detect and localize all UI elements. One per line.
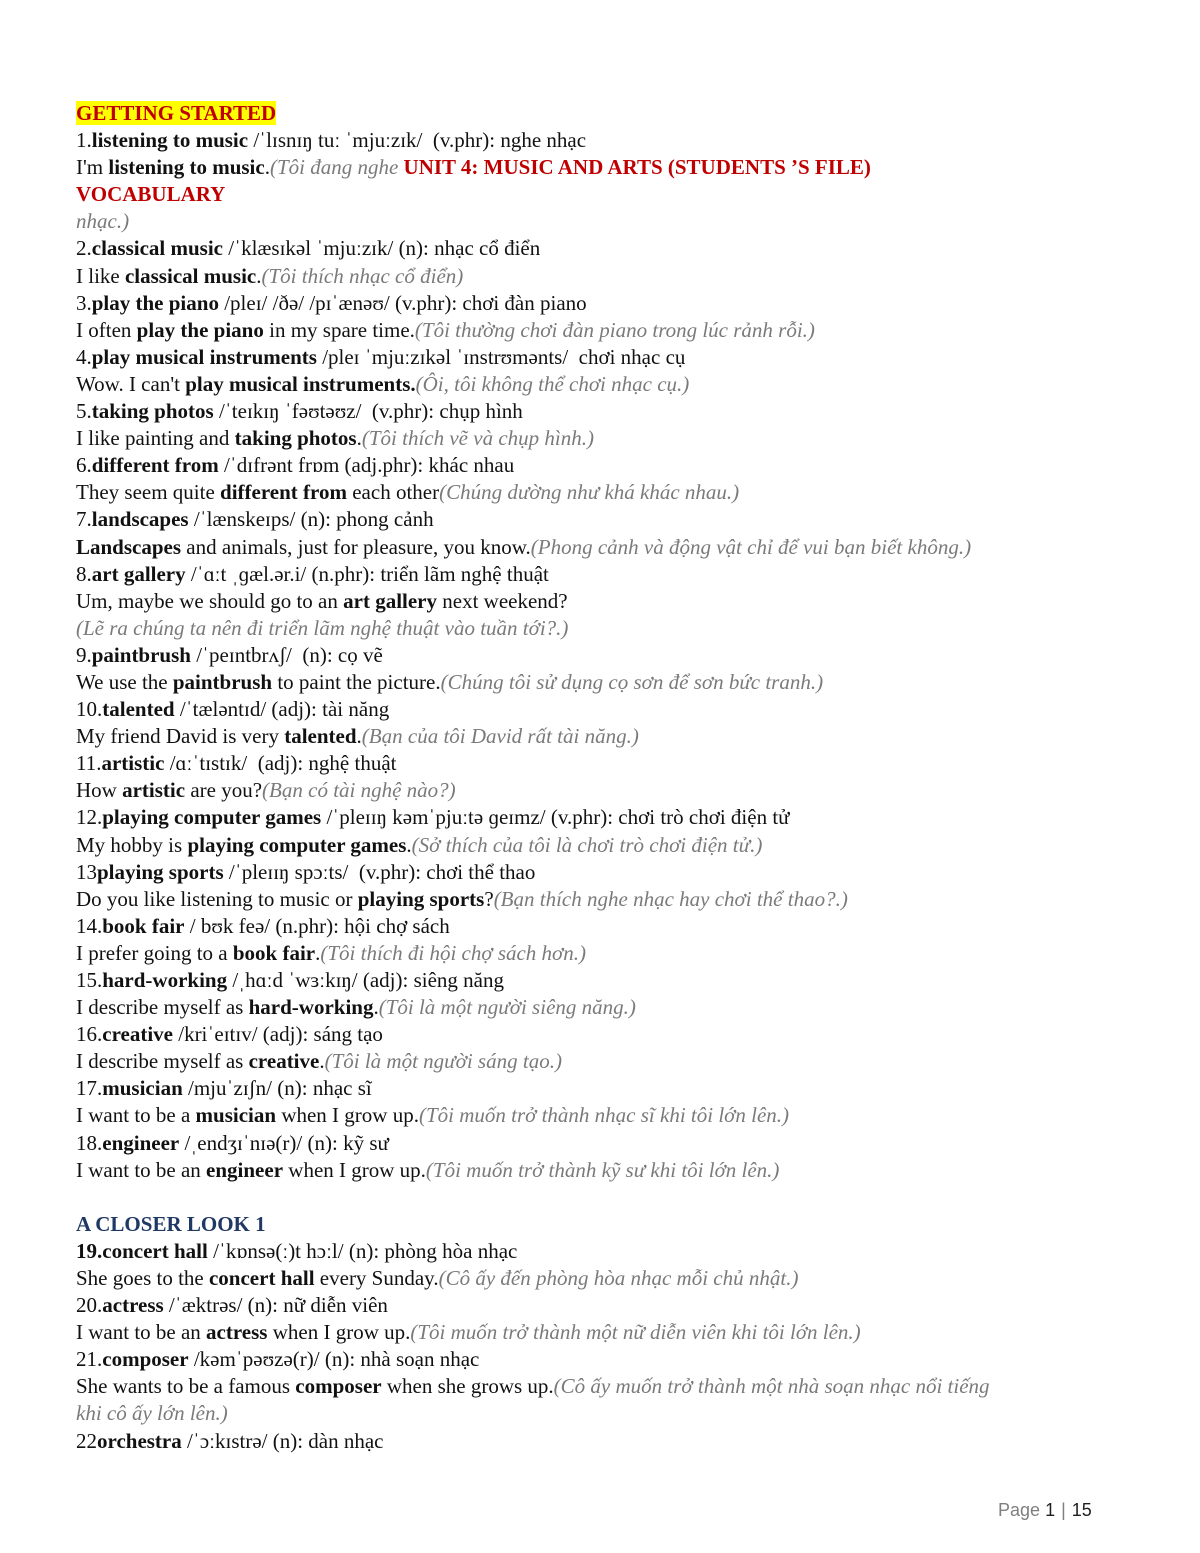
translation-text: (Tôi đang nghe	[269, 155, 404, 180]
translation-text: (Tôi thích vẽ và chụp hình.)	[361, 426, 594, 451]
closer-line	[76, 1428, 1136, 1455]
vocab-line	[76, 561, 1136, 588]
vocab-line	[76, 317, 1136, 344]
translation-text: (Bạn thích nghe nhạc hay chơi thể thao?.)	[493, 886, 848, 911]
vocab-term: play musical instruments	[91, 344, 317, 369]
vocab-term: composer	[295, 1374, 382, 1399]
vocab-line	[76, 913, 1136, 940]
document-page	[76, 100, 1136, 1455]
vocab-line	[76, 534, 1136, 561]
body-text: /ɑːˈtɪstɪk/ (adj): nghệ thuật	[164, 751, 397, 776]
vocab-line	[76, 750, 1136, 777]
vocab-term: listening to music	[108, 155, 265, 180]
vocab-term: different from	[91, 453, 219, 478]
vocab-line	[76, 208, 1136, 235]
vocab-line	[76, 967, 1136, 994]
vocab-term: talented	[102, 697, 175, 722]
body-text: 5.	[76, 399, 92, 424]
body-text: 8.	[76, 561, 92, 586]
body-text: I describe myself as	[76, 1049, 249, 1074]
vocab-line	[76, 723, 1136, 750]
body-text: 20.	[76, 1293, 103, 1318]
vocab-term: actress	[102, 1293, 164, 1318]
vocab-term: play the piano	[91, 290, 219, 315]
vocab-line	[76, 263, 1136, 290]
body-text: /ˈteɪkɪŋ ˈfəʊtəʊz/ (v.phr): chụp hình	[213, 399, 523, 424]
body-text: every Sunday.	[314, 1265, 439, 1290]
vocab-term: playing sports	[97, 859, 224, 884]
body-text: 6.	[76, 453, 92, 478]
page-total: 15	[1071, 1500, 1092, 1520]
vocab-line	[76, 1130, 1136, 1157]
body-text: in my spare time.	[263, 317, 415, 342]
vocab-line	[76, 615, 1136, 642]
vocab-line	[76, 1048, 1136, 1075]
vocab-line	[76, 425, 1136, 452]
body-text: .	[406, 832, 412, 857]
vocab-term: paintbrush	[91, 642, 191, 667]
vocab-term: different from	[220, 480, 347, 505]
translation-text: (Tôi muốn trở thành một nữ diễn viên khi tôi lớn lên.)	[410, 1320, 861, 1345]
vocab-term: creative	[102, 1022, 173, 1047]
vocab-line	[76, 1021, 1136, 1048]
body-text: /ˈpleɪɪŋ spɔːts/ (v.phr): chơi thể thao	[223, 859, 536, 884]
translation-text: (Chúng dường như khá khác nhau.)	[439, 480, 740, 505]
vocab-term: hard-working	[248, 995, 374, 1020]
body-text: I want to be an	[76, 1157, 207, 1182]
vocab-term: engineer	[102, 1130, 180, 1155]
body-text: 10.	[76, 697, 103, 722]
body-text: She wants to be a famous	[76, 1374, 296, 1399]
vocab-term: taking photos	[234, 426, 357, 451]
body-text: /mjuˈzɪʃn/ (n): nhạc sĩ	[182, 1076, 372, 1101]
translation-text: (Tôi thích đi hội chợ sách hơn.)	[320, 940, 587, 965]
vocab-line	[76, 479, 1136, 506]
body-text: 16.	[76, 1022, 103, 1047]
translation-text: (Bạn của tôi David rất tài năng.)	[361, 724, 639, 749]
body-text: She goes to the	[76, 1265, 209, 1290]
body-text: 13	[76, 859, 97, 884]
vocab-term: play the piano	[136, 317, 264, 342]
vocab-term: composer	[102, 1347, 189, 1372]
body-text: I want to be an	[76, 1320, 207, 1345]
body-text: 17.	[76, 1076, 103, 1101]
section-heading-getting-started: GETTING STARTED	[76, 101, 277, 125]
body-text: .	[256, 263, 262, 288]
body-text: I like painting and	[76, 426, 235, 451]
body-text: /ˈdɪfrənt frɒm (adj.phr): khác nhau	[218, 453, 515, 478]
vocab-line	[76, 1075, 1136, 1102]
vocab-line	[76, 344, 1136, 371]
body-text: .	[319, 1049, 325, 1074]
body-text: when I grow up.	[283, 1157, 426, 1182]
body-text: 1.	[76, 128, 92, 153]
body-text: /ˈpeɪntbrʌʃ/ (n): cọ vẽ	[190, 642, 383, 667]
vocab-line	[76, 371, 1136, 398]
vocab-term: musician	[195, 1103, 277, 1128]
translation-text: (Tôi là một người sáng tạo.)	[324, 1049, 562, 1074]
body-text: I often	[76, 317, 137, 342]
vocab-term: playing computer games	[187, 832, 407, 857]
translation-text: (Cô ấy muốn trở thành một nhà soạn nhạc nổi tiếng	[553, 1374, 990, 1399]
vocab-term: Landscapes	[76, 534, 182, 559]
vocab-term: classical music	[91, 236, 223, 261]
vocab-term: musician	[102, 1076, 183, 1101]
vocab-line	[76, 642, 1136, 669]
vocab-term: 19.concert hall	[76, 1238, 208, 1263]
vocabulary-heading	[76, 181, 1136, 208]
vocab-line	[76, 127, 1136, 154]
closer-line	[76, 1238, 1136, 1265]
vocab-line	[76, 777, 1136, 804]
vocab-line	[76, 398, 1136, 425]
vocab-line	[76, 832, 1136, 859]
body-text: 15.	[76, 968, 103, 992]
body-text: They seem quite	[76, 480, 221, 505]
vocab-term: creative	[248, 1049, 320, 1074]
body-text: when she grows up.	[381, 1374, 554, 1399]
body-text: 9.	[76, 642, 92, 667]
body-text: /ˈklæsɪkəl ˈmjuːzɪk/ (n): nhạc cổ điển	[223, 236, 541, 261]
body-text: We use the	[76, 669, 173, 694]
body-text: 3.	[76, 290, 92, 315]
body-text: ?	[484, 886, 494, 911]
translation-text: (Cô ấy đến phòng hòa nhạc mỗi chủ nhật.)	[438, 1265, 799, 1290]
body-text: 2.	[76, 236, 92, 261]
vocab-term: landscapes	[91, 507, 189, 532]
translation-text: (Tôi muốn trở thành kỹ sư khi tôi lớn lên.)	[425, 1157, 780, 1182]
vocab-term: talented	[284, 724, 357, 749]
vocab-term: art gallery	[343, 588, 437, 613]
closer-line	[76, 1346, 1136, 1373]
page-word: Page	[998, 1500, 1041, 1520]
vocab-line	[76, 1157, 1136, 1184]
vocab-line	[76, 235, 1136, 262]
translation-text: (Tôi thường chơi đàn piano trong lúc rảnh rỗi.)	[414, 317, 815, 342]
translation-text: (Bạn có tài nghệ nào?)	[262, 778, 456, 803]
body-text: I'm	[76, 155, 109, 180]
vocab-term: actress	[206, 1320, 268, 1345]
body-text: I describe myself as	[76, 995, 249, 1020]
vocab-term: book fair	[232, 940, 316, 965]
body-text: /ˈɑːt ˌɡæl.ər.i/ (n.phr): triển lãm nghệ thuật	[185, 561, 549, 586]
vocab-line	[76, 804, 1136, 831]
vocab-line	[76, 940, 1136, 967]
translation-text: nhạc.)	[76, 209, 130, 234]
translation-text: (Tôi thích nhạc cổ điển)	[261, 263, 464, 288]
vocab-term: artistic	[122, 778, 186, 803]
body-text: My friend David is very	[76, 724, 285, 749]
unit-title: UNIT 4: MUSIC AND ARTS (STUDENTS ’S FILE)	[403, 155, 871, 180]
body-text: /ˈæktrəs/ (n): nữ diễn viên	[163, 1293, 388, 1318]
vocab-term: hard-working	[102, 968, 228, 992]
vocab-term: concert hall	[208, 1265, 315, 1290]
vocab-line	[76, 1102, 1136, 1129]
translation-text: khi cô ấy lớn lên.)	[76, 1401, 228, 1426]
page-separator: |	[1061, 1500, 1066, 1520]
body-text: /ˈpleɪɪŋ kəmˈpjuːtə ɡeɪmz/ (v.phr): chơi trò chơi điện tử	[321, 805, 790, 830]
spacer	[76, 1184, 1136, 1211]
body-text: 7.	[76, 507, 92, 532]
section-heading-closer-look: A CLOSER LOOK 1	[76, 1211, 266, 1236]
body-text: 11.	[76, 751, 102, 776]
body-text: .	[356, 724, 362, 749]
body-text: /ˈɔːkɪstrə/ (n): dàn nhạc	[181, 1428, 384, 1453]
translation-text: (Ôi, tôi không thể chơi nhạc cụ.)	[415, 371, 690, 396]
translation-text: (Phong cảnh và động vật chỉ để vui bạn biết không.)	[530, 534, 972, 559]
body-text: /ˈlɪsnɪŋ tuː ˈmjuːzɪk/ (v.phr): nghe nhạc	[248, 128, 587, 153]
closer-line	[76, 1319, 1136, 1346]
body-text: 21.	[76, 1347, 103, 1372]
translation-text: (Tôi muốn trở thành nhạc sĩ khi tôi lớn lên.)	[418, 1103, 790, 1128]
vocab-line	[76, 452, 1136, 479]
vocabulary-label: VOCABULARY	[76, 182, 226, 207]
vocabulary-list-1	[76, 127, 1136, 1184]
body-text: /ˈlænskeɪps/ (n): phong cảnh	[188, 507, 434, 532]
body-text: 18.	[76, 1130, 103, 1155]
body-text: 12.	[76, 805, 103, 830]
body-text: 14.	[76, 913, 103, 938]
body-text: I like	[76, 263, 125, 288]
body-text: /ˈtæləntɪd/ (adj): tài năng	[174, 697, 390, 722]
translation-text: (Sở thích của tôi là chơi trò chơi điện tử.)	[411, 832, 763, 857]
body-text: .	[264, 155, 270, 180]
vocab-term: classical music	[124, 263, 257, 288]
page-footer	[998, 1500, 1092, 1521]
body-text: and animals, just for pleasure, you know.	[181, 534, 531, 559]
body-text: .	[373, 995, 379, 1020]
vocab-line	[76, 154, 1136, 181]
translation-text: (Chúng tôi sử dụng cọ sơn để sơn bức tranh.)	[440, 669, 824, 694]
vocab-line	[76, 506, 1136, 533]
closer-line	[76, 1373, 1136, 1400]
body-text: 22	[76, 1428, 97, 1453]
vocab-line	[76, 588, 1136, 615]
closer-line	[76, 1292, 1136, 1319]
vocab-line	[76, 859, 1136, 886]
body-text: 4.	[76, 344, 92, 369]
body-text: /kriˈeɪtɪv/ (adj): sáng tạo	[172, 1022, 383, 1047]
vocab-term: orchestra	[97, 1428, 182, 1453]
body-text: / bʊk feə/ (n.phr): hội chợ sách	[184, 913, 450, 938]
translation-text: (Tôi là một người siêng năng.)	[378, 995, 636, 1020]
body-text: when I grow up.	[267, 1320, 411, 1345]
body-text: How	[76, 778, 123, 803]
body-text: /pleɪ ˈmjuːzɪkəl ˈɪnstrʊmənts/ chơi nhạc cụ	[316, 344, 686, 369]
closer-line	[76, 1400, 1136, 1427]
body-text: Do you like listening to music or	[76, 886, 358, 911]
vocab-term: playing sports	[357, 886, 485, 911]
body-text: Um, maybe we should go to an	[76, 588, 344, 613]
vocab-term: art gallery	[91, 561, 186, 586]
body-text: are you?	[185, 778, 263, 803]
body-text: /ˈkɒnsə(ː)t hɔːl/ (n): phòng hòa nhạc	[207, 1238, 518, 1263]
vocabulary-list-2	[76, 1238, 1136, 1455]
page-number: 1	[1045, 1500, 1056, 1520]
body-text: to paint the picture.	[272, 669, 441, 694]
body-text: .	[315, 940, 321, 965]
vocab-term: taking photos	[91, 399, 214, 424]
vocab-line	[76, 696, 1136, 723]
vocab-line	[76, 886, 1136, 913]
body-text: /ˌhɑːd ˈwɜːkɪŋ/ (adj): siêng năng	[227, 968, 504, 992]
vocab-term: listening to music	[91, 128, 249, 153]
body-text: I want to be a	[76, 1103, 196, 1128]
body-text: .	[356, 426, 362, 451]
body-text: Wow. I can't	[76, 371, 186, 396]
body-text: /kəmˈpəʊzə(r)/ (n): nhà soạn nhạc	[188, 1347, 480, 1372]
body-text: I prefer going to a	[76, 940, 233, 965]
body-text: when I grow up.	[276, 1103, 419, 1128]
vocab-line	[76, 994, 1136, 1021]
vocab-term: play musical instruments.	[185, 371, 416, 396]
body-text: next weekend?	[437, 588, 568, 613]
vocab-line	[76, 290, 1136, 317]
vocab-term: playing computer games	[102, 805, 322, 830]
vocab-line	[76, 669, 1136, 696]
body-text: /ˌendʒɪˈnɪə(r)/ (n): kỹ sư	[179, 1130, 389, 1155]
vocab-term: artistic	[101, 751, 165, 776]
closer-line	[76, 1265, 1136, 1292]
vocab-term: book fair	[102, 913, 185, 938]
vocab-term: engineer	[206, 1157, 284, 1182]
body-text: /pleɪ/ /ðə/ /pɪˈænəʊ/ (v.phr): chơi đàn piano	[218, 290, 587, 315]
body-text: My hobby is	[76, 832, 188, 857]
translation-text: (Lẽ ra chúng ta nên đi triển lãm nghệ thuật vào tuần tới?.)	[76, 615, 569, 640]
vocab-term: paintbrush	[172, 669, 273, 694]
body-text: each other	[346, 480, 440, 505]
